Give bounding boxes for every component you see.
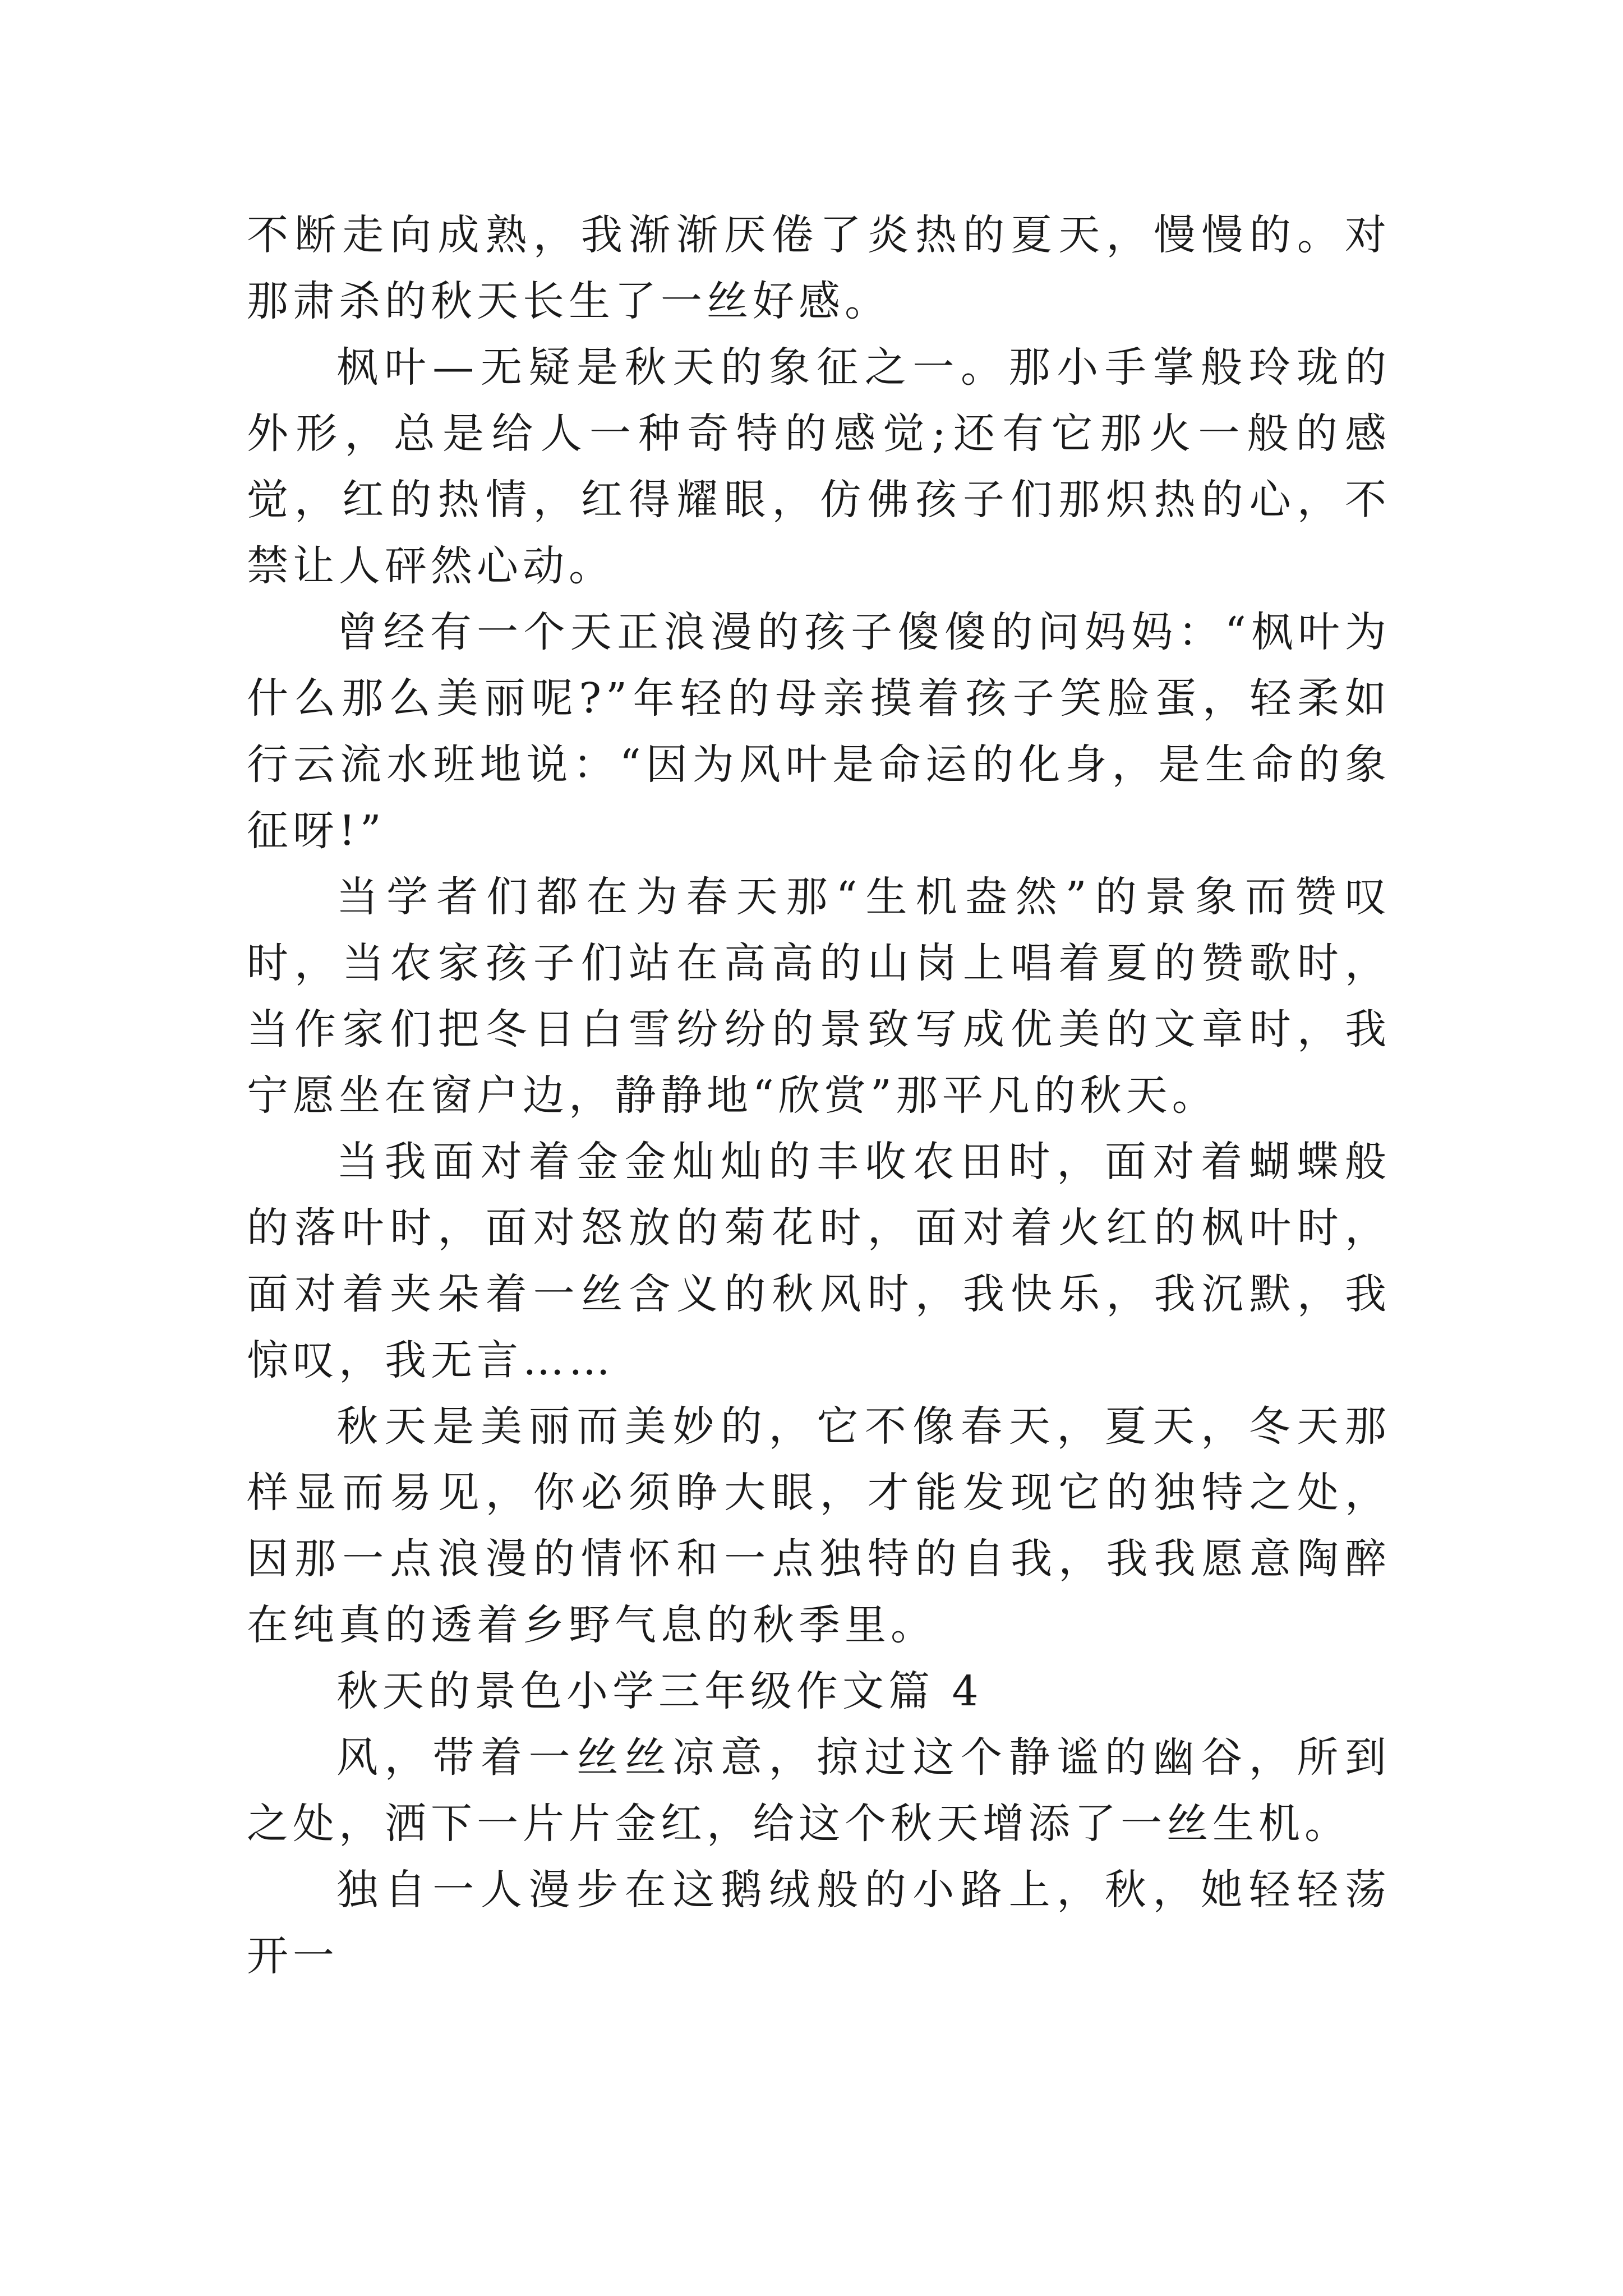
paragraph: 当学者们都在为春天那“生机盎然”的景象而赞叹时，当农家孩子们站在高高的山岗上唱着夏的赞歌时，当作家们把冬日白雪纷纷的景致写成优美的文章时，我宁愿坐在窗户边，静静地“欣赏”那平凡的秋天。: [247, 873, 1391, 1120]
paragraph: 当我面对着金金灿灿的丰收农田时，面对着蝴蝶般的落叶时，面对怒放的菊花时，面对着火红的枫叶时，面对着夹朵着一丝含义的秋风时，我快乐，我沉默，我惊叹，我无言……: [247, 1138, 1391, 1384]
paragraph: 不断走向成熟，我渐渐厌倦了炎热的夏天，慢慢的。对那肃杀的秋天长生了一丝好感。: [247, 211, 1391, 325]
paragraph: 独自一人漫步在这鹅绒般的小路上，秋，她轻轻荡开一: [247, 1866, 1391, 1980]
document-body: [247, 202, 1391, 1989]
paragraph: 风，带着一丝丝凉意，掠过这个静谧的幽谷，所到之处，洒下一片片金红，给这个秋天增添了一丝生机。: [247, 1733, 1391, 1848]
paragraph: 曾经有一个天正浪漫的孩子傻傻的问妈妈：“枫叶为什么那么美丽呢?”年轻的母亲摸着孩子笑脸蛋，轻柔如行云流水班地说：“因为风叶是命运的化身，是生命的象征呀!”: [247, 608, 1391, 855]
paragraph: 秋天是美丽而美妙的，它不像春天，夏天，冬天那样显而易见，你必须睁大眼，才能发现它的独特之处，因那一点浪漫的情怀和一点独特的自我，我我愿意陶醉在纯真的透着乡野气息的秋季里。: [247, 1402, 1391, 1649]
paragraph: 枫叶—无疑是秋天的象征之一。那小手掌般玲珑的外形，总是给人一种奇特的感觉;还有它那火一般的感觉，红的热情，红得耀眼，仿佛孩子们那炽热的心，不禁让人砰然心动。: [247, 343, 1391, 590]
section-heading: 秋天的景色小学三年级作文篇 4: [336, 1667, 983, 1715]
